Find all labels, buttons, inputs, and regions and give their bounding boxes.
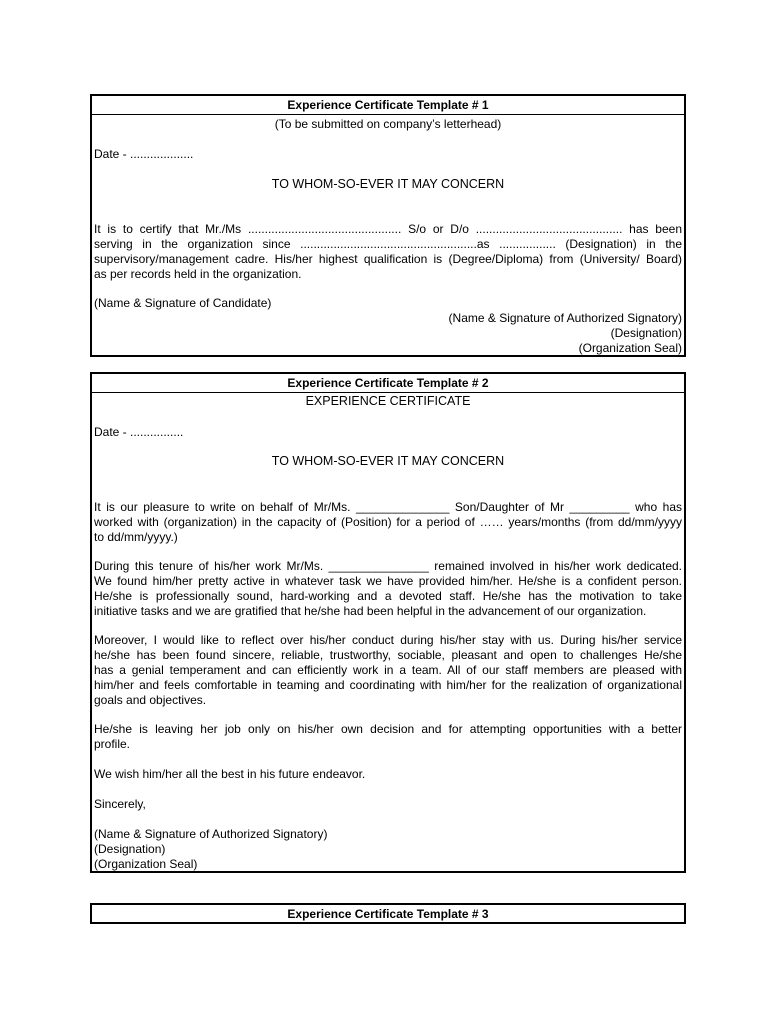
paragraph-line: Moreover, I would like to reflect over his/her conduct during his/her stay with us. During his/her service	[94, 633, 682, 647]
paragraph-line: worked with (organization) in the capacity of (Position) for a period of …… years/months (from dd/mm/yyyy	[94, 515, 682, 529]
candidate-signature: (Name & Signature of Candidate)	[94, 296, 272, 310]
template-3-box	[90, 903, 686, 924]
paragraph-line: He/she is leaving her job only on his/her own decision and for attempting opportunities with a better	[94, 722, 682, 736]
template-1-box	[90, 94, 686, 357]
organization-seal: (Organization Seal)	[578, 341, 682, 355]
paragraph-line: he/she has been found sincere, reliable, trustworthy, sociable, pleasant and open to challenges He/she	[94, 648, 682, 662]
concern-heading: TO WHOM-SO-EVER IT MAY CONCERN	[271, 177, 505, 191]
template-2-box	[90, 372, 686, 873]
designation: (Designation)	[94, 842, 166, 856]
organization-seal: (Organization Seal)	[94, 857, 198, 871]
certificate-heading: EXPERIENCE CERTIFICATE	[305, 394, 471, 408]
wish-line: We wish him/her all the best in his future endeavor.	[94, 767, 366, 781]
body-line: It is to certify that Mr./Ms .............................................. S/o or D/o ............................................ has been	[94, 222, 682, 236]
paragraph-line: We found him/her pretty active in whatever task we have provided him/her. He/she is a confident person.	[94, 574, 682, 588]
authorized-signature: (Name & Signature of Authorized Signatory)	[448, 311, 682, 325]
template-2-title: Experience Certificate Template # 2	[92, 374, 684, 393]
designation: (Designation)	[610, 326, 682, 340]
date-line: Date - ................	[94, 425, 184, 439]
body-line: supervisory/management cadre. His/her highest qualification is (Degree/Diploma) from (University/ Board)	[94, 252, 682, 266]
paragraph-line: has a genial temperament and can efficiently work in a team. All of our staff members are pleased with	[94, 663, 682, 677]
template-3-title: Experience Certificate Template # 3	[287, 907, 489, 921]
paragraph-line: goals and objectives.	[94, 693, 207, 707]
paragraph-line: It is our pleasure to write on behalf of Mr/Ms. ______________ Son/Daughter of Mr _________ who has	[94, 500, 682, 514]
closing-line: Sincerely,	[94, 797, 146, 811]
paragraph-line: initiative tasks and we are gratified that he/she had been helpful in the advancement of our organization.	[94, 604, 647, 618]
body-line: as per records held in the organization.	[94, 267, 302, 281]
body-line: serving in the organization since .....................................................as ................. (Designation) in the	[94, 237, 682, 251]
concern-heading: TO WHOM-SO-EVER IT MAY CONCERN	[271, 454, 505, 468]
paragraph-line: him/her and feels comfortable in teaming and coordinating with him/her for the realization of organizational	[94, 678, 682, 692]
template-1-title: Experience Certificate Template # 1	[92, 96, 684, 115]
paragraph-line: profile.	[94, 737, 131, 751]
date-line: Date - ...................	[94, 147, 194, 161]
authorized-signature: (Name & Signature of Authorized Signatory)	[94, 827, 328, 841]
paragraph-line: During this tenure of his/her work Mr/Ms. _______________ remained involved in his/her work dedicated.	[94, 559, 682, 573]
paragraph-line: to dd/mm/yyyy.)	[94, 530, 178, 544]
letterhead-note: (To be submitted on company’s letterhead)	[274, 117, 502, 131]
paragraph-line: He/she is professionally sound, hard-working and a devoted staff. He/she has the motivation to take	[94, 589, 682, 603]
